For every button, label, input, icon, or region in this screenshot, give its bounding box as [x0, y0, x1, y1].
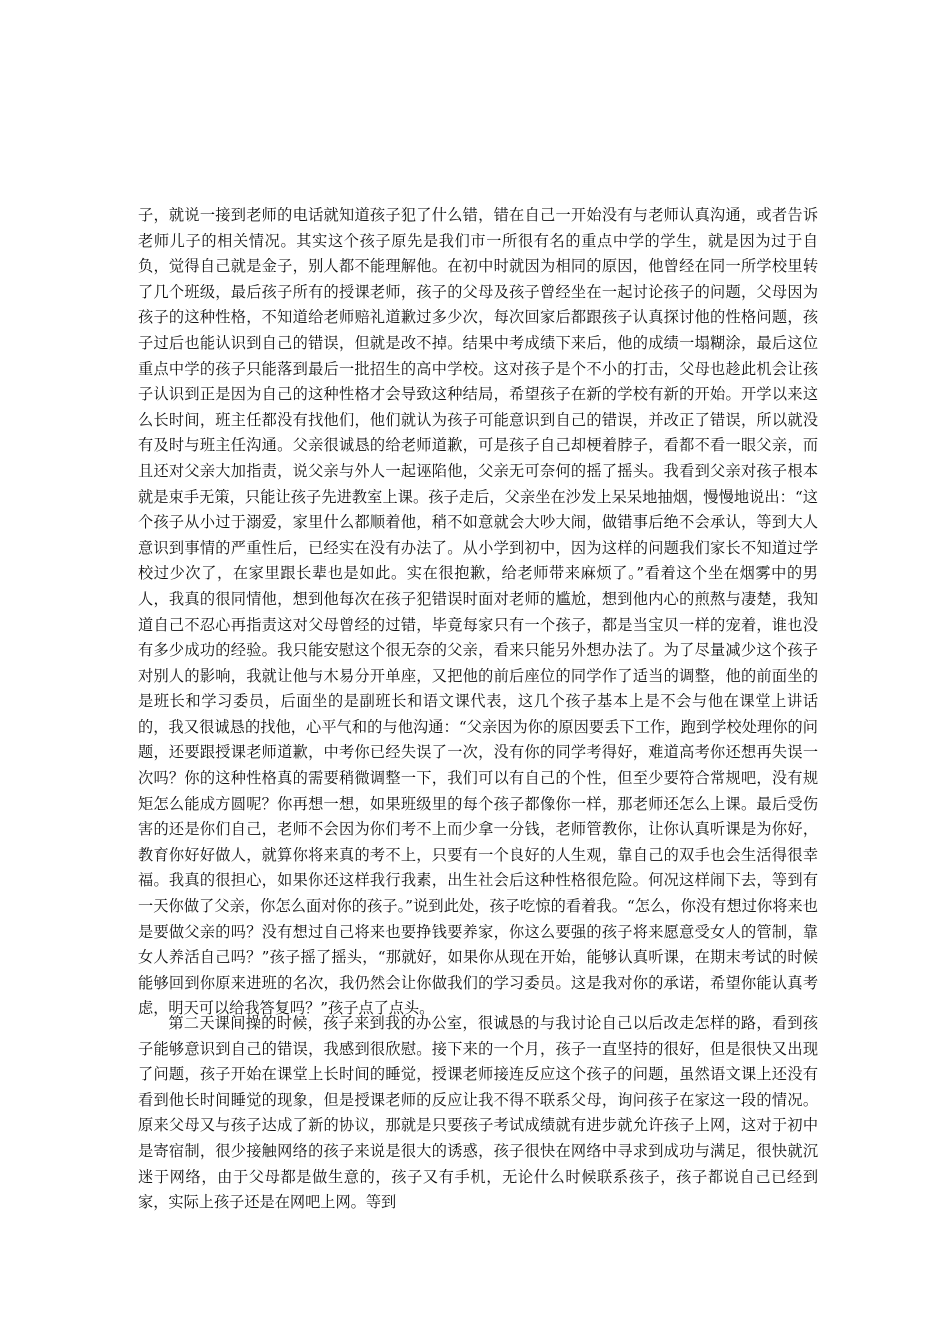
body-paragraph-1: [138, 203, 818, 1022]
body-paragraph-2: [138, 1011, 818, 1216]
paragraph-text: 第二天课间操的时候，孩子来到我的办公室，很诚恳的与我讨论自己以后改走怎样的路，看到孩子能够意识到自己的错误，我感到很欣慰。接下来的一个月，孩子一直坚持的很好，但是很快又出现了问题，孩子开始在课堂上长时间的睡觉，授课老师接连反应这个孩子的问题，虽然语文课上还没有看到他长时间睡觉的现象，但是授课老师的反应让我不得不联系父母，询问孩子在家这一段的情况。原来父母又与孩子达成了新的协议，那就是只要孩子考试成绩就有进步就允许孩子上网，这对于初中是寄宿制，很少接触网络的孩子来说是很大的诱惑，孩子很快在网络中寻求到成功与满足，很快就沉迷于网络，由于父母都是做生意的，孩子又有手机，无论什么时候联系孩子，孩子都说自己已经到家，实际上孩子还是在网吧上网。等到: [138, 1014, 818, 1212]
paragraph-text: 子，就说一接到老师的电话就知道孩子犯了什么错，错在自己一开始没有与老师认真沟通，或者告诉老师儿子的相关情况。其实这个孩子原先是我们市一所很有名的重点中学的学生，就是因为过于自负，觉得自己就是金子，别人都不能理解他。在初中时就因为相同的原因，他曾经在同一所学校里转了几个班级，最后孩子所有的授课老师，孩子的父母及孩子曾经坐在一起讨论孩子的问题，父母因为孩子的这种性格，不知道给老师赔礼道歉过多少次，每次回家后都跟孩子认真探讨他的性格问题，孩子过后也能认识到自己的错误，但就是改不掉。结果中考成绩下来后，他的成绩一塌糊涂，最后这位重点中学的孩子只能落到最后一批招生的高中学校。这对孩子是个不小的打击，父母也趁此机会让孩子认识到正是因为自己的这种性格才会导致这种结局，希望孩子在新的学校有新的开始。开学以来这么长时间，班主任都没有找他们，他们就认为孩子可能意识到自己的错误，并改正了错误，所以就没有及时与班主任沟通。父亲很诚恳的给老师道歉，可是孩子自己却梗着脖子，看都不看一眼父亲，而且还对父亲大加指责，说父亲与外人一起诬陷他，父亲无可奈何的摇了摇头。我看到父亲对孩子根本就是束手无策，只能让孩子先进教室上课。孩子走后，父亲坐在沙发上呆呆地抽烟，慢慢地说出：“这个孩子从小过于溺爱，家里什么都顺着他，稍不如意就会大吵大闹，做错事后绝不会承认，等到大人意识到事情的严重性后，已经实在没有办法了。从小学到初中，因为这样的问题我们家长不知道过学校过少次了，在家里跟长辈也是如此。实在很抱歉，给老师带来麻烦了。”看着这个坐在烟雾中的男人，我真的很同情他，想到他每次在孩子犯错误时面对老师的尴尬，想到他内心的煎熬与凄楚，我知道自己不忍心再指责这对父母曾经的过错，毕竟每家只有一个孩子，都是当宝贝一样的宠着，谁也没有多少成功的经验。我只能安慰这个很无奈的父亲，看来只能另外想办法了。为了尽量减少这个孩子对别人的影响，我就让他与木易分开单座，又把他的前后座位的同学作了适当的调整，他的前面坐的是班长和学习委员，后面坐的是副班长和语文课代表，这几个孩子基本上是不会与他在课堂上讲话的，我又很诚恳的找他，心平气和的与他沟通：“父亲因为你的原因要丢下工作，跑到学校处理你的问题，还要跟授课老师道歉，中考你已经失误了一次，没有你的同学考得好，难道高考你还想再失误一次吗？你的这种性格真的需要稍微调整一下，我们可以有自己的个性，但至少要符合常规吧，没有规矩怎么能成方圆呢？你再想一想，如果班级里的每个孩子都像你一样，那老师还怎么上课。最后受伤害的还是你们自己，老师不会因为你们考不上而少拿一分钱，老师管教你，让你认真听课是为你好，教育你好好做人，就算你将来真的考不上，只要有一个良好的人生观，靠自己的双手也会生活得很幸福。我真的很担心，如果你还这样我行我素，出生社会后这种性格很危险。何况这样闹下去，等到有一天你做了父亲，你怎么面对你的孩子。”说到此处，孩子吃惊的看着我。“怎么，你没有想过你将来也是要做父亲的吗？没有想过自己将来也要挣钱要养家，你这么要强的孩子将来愿意受女人的管制，靠女人养活自己吗？”孩子摇了摇头，“那就好，如果你从现在开始，能够认真听课，在期末考试的时候能够回到你原来进班的名次，我仍然会让你做我们的学习委员。这是我对你的承诺，希望你能认真考虑，明天可以给我答复吗？”孩子点了点头。: [138, 206, 818, 1018]
